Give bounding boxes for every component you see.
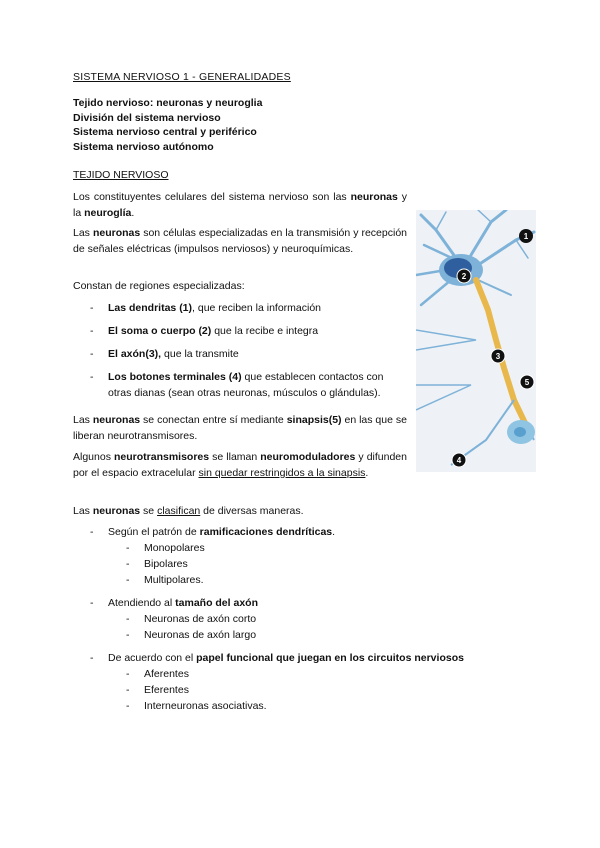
section-title: TEJIDO NERVIOSO: [73, 169, 169, 181]
text: de diversas maneras.: [200, 505, 304, 517]
underlined-text: sin quedar restringidos a la sinapsis: [198, 467, 366, 479]
neuron-figure: [416, 210, 536, 472]
target-neuron-nucleus: [514, 427, 526, 437]
bold-term: papel funcional que juegan en los circuitos nerviosos: [196, 652, 464, 664]
sub-list-item: - Eferentes: [126, 682, 520, 698]
bold-term: Los botones terminales (4): [108, 371, 242, 383]
figure-label-2: [457, 269, 471, 283]
text: Algunos: [73, 451, 114, 463]
list-item: [90, 595, 520, 643]
paragraph-regions-intro: Constan de regiones especializadas:: [73, 280, 245, 292]
text: y difunden por el espacio extracelular: [73, 451, 407, 479]
text: .: [131, 207, 135, 219]
bold-term: neuroglía: [84, 207, 132, 219]
list-item: [90, 650, 520, 714]
sub-list-item: - Aferentes: [126, 666, 520, 682]
regions-list: [90, 300, 408, 401]
figure-label-1: [519, 229, 533, 243]
classification-list: [90, 524, 520, 714]
list-item: [90, 323, 408, 339]
bold-term: neuronas: [92, 505, 141, 517]
text: y la: [73, 191, 408, 219]
bold-term: ramificaciones dendríticas: [199, 526, 333, 538]
list-item: [90, 524, 520, 588]
sub-list: [108, 666, 520, 714]
sub-list: [108, 611, 520, 643]
figure-label-3: [491, 349, 505, 363]
paragraph-neuromodulators: [73, 449, 407, 481]
list-item: [90, 369, 408, 401]
text: se llaman: [209, 451, 261, 463]
text: De acuerdo con el: [108, 652, 197, 664]
text: Las: [73, 227, 93, 239]
bold-term: El soma o cuerpo (2): [108, 325, 212, 337]
bold-term: neurotransmisores: [113, 451, 210, 463]
text: Las: [73, 505, 93, 517]
figure-label-text: 2: [461, 272, 467, 281]
sub-list-item: - Neuronas de axón largo: [126, 627, 520, 643]
paragraph-constituents: [73, 189, 407, 221]
text: Los constituyentes celulares del sistema nervioso son las: [73, 191, 351, 203]
text: , que reciben la información: [192, 302, 322, 314]
bold-term: neuronas: [92, 414, 141, 426]
figure-label-text: 1: [523, 232, 529, 241]
sub-list: [108, 540, 520, 588]
bold-term: sinapsis(5): [286, 414, 342, 426]
list-item: [90, 300, 408, 316]
bold-term: neuromoduladores: [260, 451, 356, 463]
paragraph-classification: [73, 503, 304, 519]
topic-list: [73, 96, 262, 154]
figure-label-text: 3: [495, 352, 501, 361]
paragraph-neurons: [73, 225, 407, 257]
text: son células especializadas en la transmisión y recepción de señales eléctricas (impulsos nerviosos) y neuroquímicas.: [73, 227, 407, 255]
bold-term: Las dendritas (1): [108, 302, 193, 314]
topic-item: División del sistema nervioso: [73, 111, 221, 124]
topic-item: Sistema nervioso autónomo: [73, 140, 214, 153]
figure-label-4: [452, 453, 466, 467]
text: que establecen contactos con otras dianas (sean otras neuronas, músculos o glándulas).: [108, 371, 384, 399]
paragraph-synapse: [73, 412, 407, 444]
text: en las que se liberan neurotransmisores.: [73, 414, 407, 442]
figure-label-5: [520, 375, 534, 389]
bold-term: tamaño del axón: [175, 597, 258, 609]
text: .: [332, 526, 336, 538]
sub-list-item: - Interneuronas asociativas.: [126, 698, 520, 714]
text: Según el patrón de: [108, 526, 200, 538]
text: se: [140, 505, 158, 517]
document-title: SISTEMA NERVIOSO 1 - GENERALIDADES: [73, 71, 291, 83]
sub-list-item: - Bipolares: [126, 556, 520, 572]
text: Atendiendo al: [108, 597, 176, 609]
text: Las: [73, 414, 93, 426]
text: se conectan entre sí mediante: [140, 414, 287, 426]
bold-term: El axón(3),: [108, 348, 162, 360]
topic-item: Tejido nervioso: neuronas y neuroglia: [73, 97, 263, 109]
sub-list-item: - Multipolares.: [126, 572, 520, 588]
underlined-text: clasifican: [157, 505, 201, 517]
text: que la recibe e integra: [211, 325, 319, 337]
text: que la transmite: [161, 348, 239, 360]
bold-term: neuronas: [350, 191, 398, 203]
sub-list-item: - Neuronas de axón corto: [126, 611, 520, 627]
list-item: [90, 346, 408, 362]
topic-item: Sistema nervioso central y periférico: [73, 126, 257, 138]
figure-label-text: 5: [524, 378, 530, 387]
sub-list-item: - Monopolares: [126, 540, 520, 556]
bold-term: neuronas: [92, 227, 141, 239]
text: .: [365, 467, 369, 479]
figure-label-text: 4: [456, 456, 462, 465]
